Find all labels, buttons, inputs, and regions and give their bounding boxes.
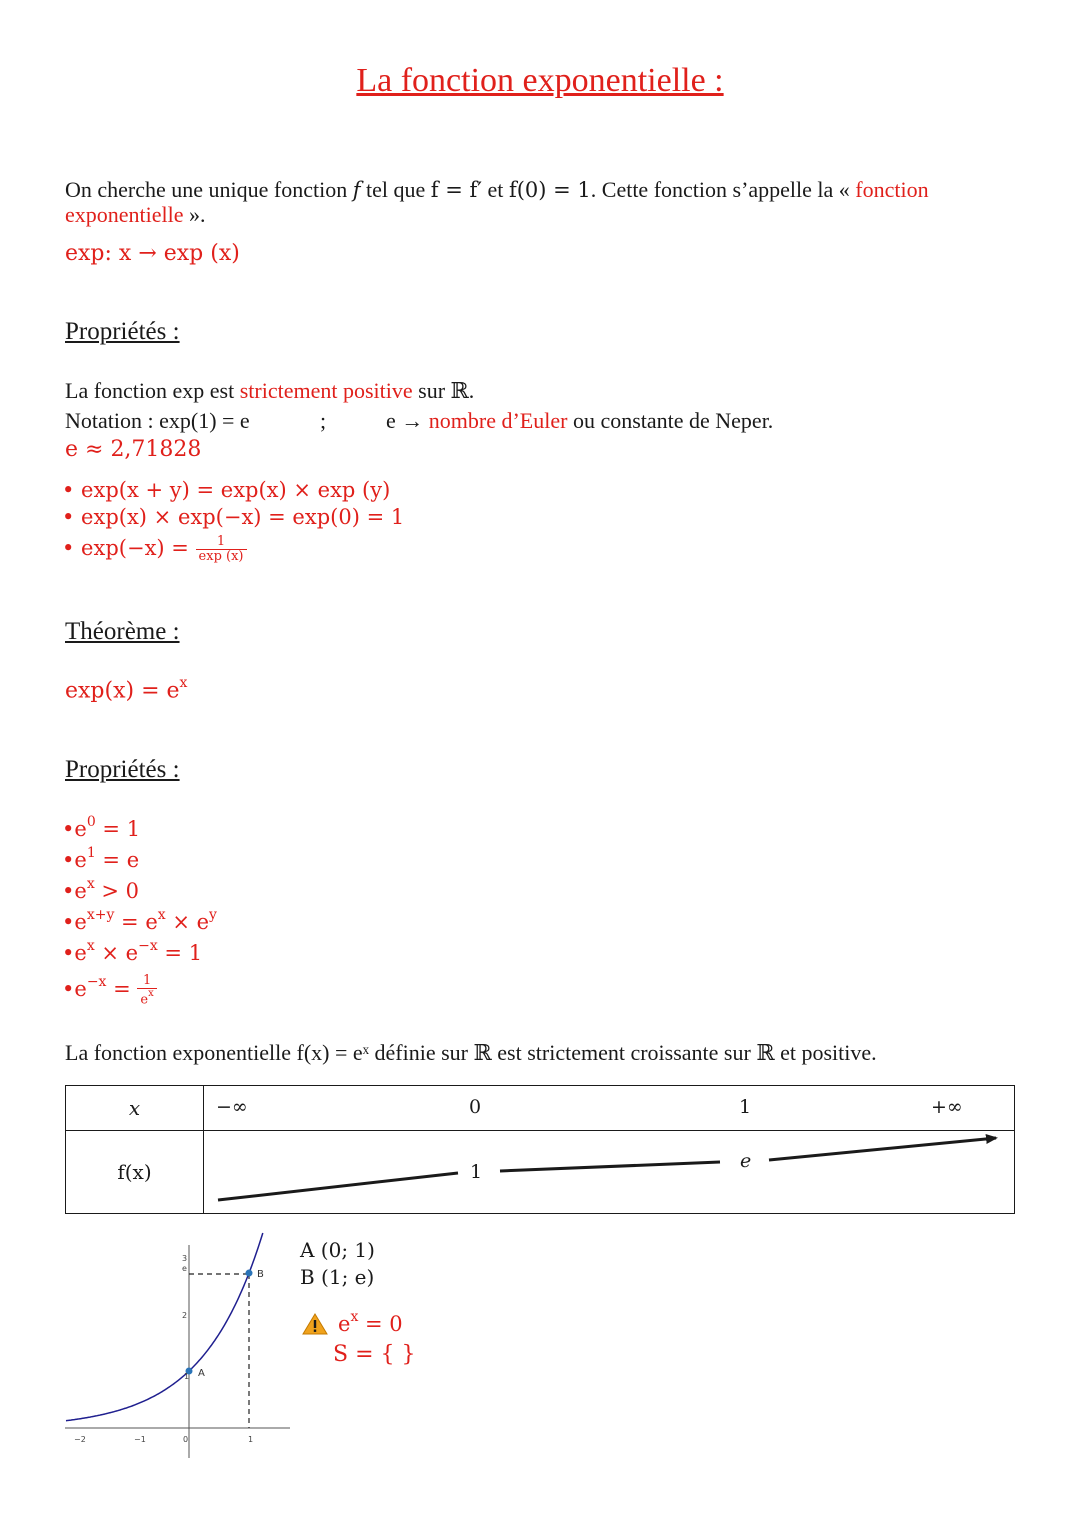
intro-text: tel que: [360, 177, 431, 202]
point-a-coords: A (0; 1): [300, 1238, 375, 1262]
table-f-values: [204, 1131, 1015, 1214]
section-heading-properties-1: Propriétés :: [65, 318, 180, 345]
item-rest: × e: [165, 910, 210, 934]
monotonicity-statement: La fonction exponentielle f(x) = eˣ définie sur ℝ est strictement croissante sur ℝ et positive.: [65, 1040, 877, 1065]
notation: Notation : exp(1) = e: [65, 408, 250, 433]
intro-f0: f(0) = 1: [508, 178, 591, 202]
item-rest: =: [106, 977, 138, 1002]
x-value: 1: [739, 1096, 752, 1118]
theorem-formula: [65, 677, 187, 703]
fraction: [196, 535, 247, 564]
item-exponent: x: [86, 876, 95, 892]
solution-set: S = { }: [333, 1342, 416, 1367]
intro-text: ».: [183, 202, 206, 227]
props1-bullet: • exp(x) × exp(−x) = exp(0) = 1: [62, 505, 405, 529]
item-rest: = 1: [95, 817, 141, 841]
item-exponent: x: [86, 938, 95, 954]
exp-graph: [60, 1230, 300, 1460]
point-b: [246, 1270, 253, 1277]
item-exponent: −x: [86, 974, 107, 991]
y-e-label: e: [182, 1264, 187, 1273]
section-heading-properties-2: Propriétés :: [65, 756, 180, 783]
section-heading-theorem: Théorème :: [65, 618, 180, 645]
item-base: •e: [62, 910, 87, 934]
props2-item: [62, 816, 140, 841]
item-base: •e: [62, 977, 87, 1002]
item-base: •e: [62, 817, 87, 841]
f-value: 1: [470, 1161, 483, 1183]
props1-red-term: strictement positive: [239, 378, 413, 403]
exp-curve: [66, 1233, 263, 1421]
exp-definition: exp: x → exp (x): [65, 241, 240, 266]
variation-arrow-segment: [500, 1162, 720, 1171]
item-rest: = 1: [157, 941, 203, 965]
y-tick: 1: [184, 1372, 190, 1381]
eq-rest: = 0: [358, 1312, 403, 1336]
point-b-coords: B (1; e): [300, 1265, 375, 1289]
props1-text: sur ℝ.: [412, 378, 475, 403]
props2-item: [62, 974, 157, 1007]
props2-item: [62, 878, 139, 903]
table-fx-label: f(x): [66, 1131, 204, 1214]
props1-bullet: [62, 535, 247, 564]
item-exponent: 0: [86, 814, 96, 830]
formula-exponent: x: [179, 675, 188, 691]
x-value: −∞: [216, 1096, 248, 1118]
item-exponent: y: [209, 907, 217, 923]
item-exponent: 1: [86, 845, 96, 861]
intro-text: . Cette fonction s’appelle la «: [590, 177, 856, 202]
table-x-values: [204, 1086, 1015, 1131]
euler-line: [386, 408, 773, 434]
intro-red-term: fonction: [855, 177, 929, 202]
props1-text: La fonction exp est: [65, 378, 240, 403]
e-approx: e ≈ 2,71828: [65, 437, 202, 462]
item-exponent: −x: [138, 938, 158, 954]
fraction: [137, 974, 156, 1007]
fraction-numerator: 1: [196, 535, 247, 550]
intro-red-term: exponentielle: [65, 202, 184, 227]
item-rest: × e: [94, 941, 139, 965]
variation-arrow-segment: [218, 1173, 458, 1200]
equation: [338, 1311, 403, 1336]
intro-text: et: [482, 177, 509, 202]
point-b-label: B: [257, 1269, 264, 1280]
den-exponent: x: [148, 988, 154, 999]
item-exponent: x+y: [86, 907, 115, 923]
euler-text: e →: [386, 408, 429, 433]
intro-f: f: [352, 178, 361, 202]
den-base: e: [140, 992, 149, 1008]
item-rest: = e: [95, 848, 140, 872]
notation-separator: ;: [320, 408, 327, 433]
x-tick: −2: [74, 1435, 86, 1444]
euler-red-term: nombre d’Euler: [428, 408, 568, 433]
eq-exponent: x: [350, 1309, 359, 1325]
props1-line-1: [65, 378, 474, 404]
point-a-label: A: [198, 1368, 205, 1379]
fraction-denominator: exp (x): [198, 549, 244, 564]
props2-item: [62, 909, 217, 934]
item-rest: = e: [114, 910, 158, 934]
x-tick: 0: [183, 1435, 189, 1444]
props2-item: [62, 847, 139, 872]
x-value: 0: [469, 1096, 482, 1118]
intro-text: On cherche une unique fonction: [65, 177, 353, 202]
variation-arrow-segment: [769, 1138, 996, 1160]
x-tick: 1: [248, 1435, 254, 1444]
item-base: •e: [62, 848, 87, 872]
table-x-label: x: [66, 1086, 204, 1131]
item-exponent: x: [157, 907, 166, 923]
y-tick: 3: [182, 1254, 188, 1263]
formula-base: exp(x) = e: [65, 678, 180, 704]
fraction-numerator: 1: [137, 974, 156, 989]
variation-table: [65, 1085, 1015, 1214]
intro-eq: f = f′: [430, 178, 483, 202]
item-base: •e: [62, 941, 87, 965]
item-base: •e: [62, 879, 87, 903]
props2-item: [62, 940, 202, 965]
props1-bullet-text: • exp(−x) =: [62, 536, 196, 560]
intro-line-2: [65, 202, 206, 228]
y-tick: 2: [182, 1311, 188, 1320]
page-title: La fonction exponentielle :: [356, 62, 724, 99]
x-value: +∞: [931, 1096, 963, 1118]
variation-arrows: [204, 1131, 1016, 1211]
warning-icon: [302, 1313, 328, 1335]
eq-base: e: [338, 1312, 351, 1336]
item-rest: > 0: [94, 879, 140, 903]
intro-line-1: [65, 177, 929, 203]
fraction-denominator: [137, 989, 156, 1007]
props1-bullet: • exp(x + y) = exp(x) × exp (y): [62, 478, 391, 502]
x-tick: −1: [134, 1435, 146, 1444]
f-value: e: [740, 1150, 752, 1172]
euler-text: ou constante de Neper.: [567, 408, 774, 433]
